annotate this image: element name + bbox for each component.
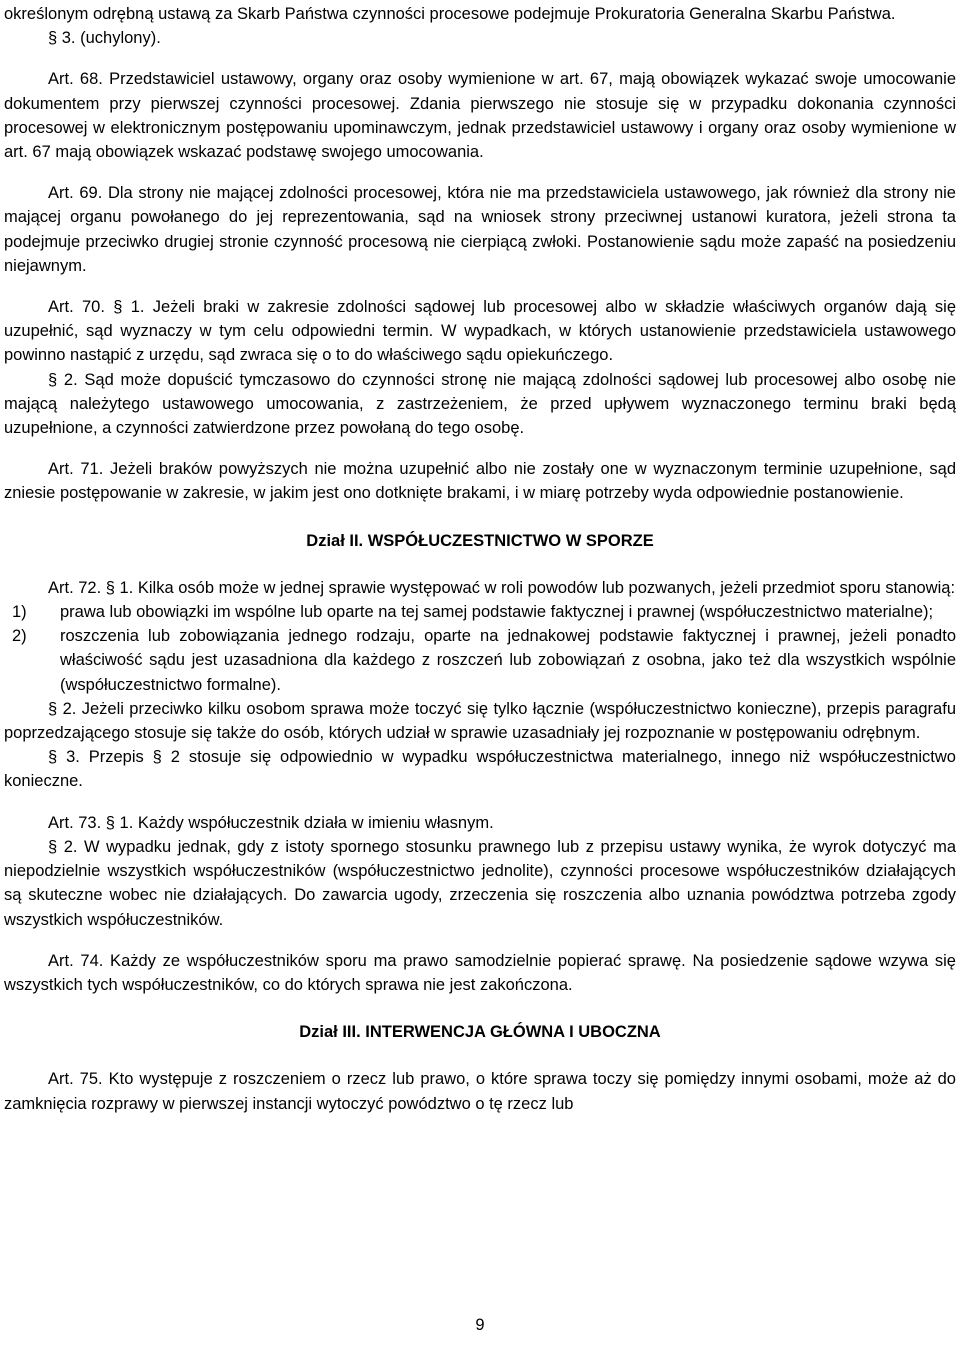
list-text: roszczenia lub zobowiązania jednego rodzaju, oparte na jednakowej podstawie faktycznej i prawnej, jeżeli ponadto właściwość sądu jest uzasadniona dla każdego z roszczeń lub zobowiązań z osobna, jako też dla wszystkich wspólnie (współuczestnictwo formalne). (60, 627, 956, 694)
paragraph: określonym odrębną ustawą za Skarb Państwa czynności procesowe podejmuje Prokuratoria Generalna Skarbu Państwa. (4, 5, 896, 23)
list-number: 2) (12, 627, 27, 646)
paragraph: § 3. (uchylony). (48, 29, 161, 48)
paragraph: § 2. Sąd może dopuścić tymczasowo do czynności stronę nie mającą zdolności sądowej lub procesowej albo osobę nie mającą należytego ustawowego umocowania, z zastrzeżeniem, że przed upływem wyznaczonego terminu braki będą uzupełnione, a czynności zatwierdzone przez powołaną do tego osobę. (4, 370, 956, 438)
list-item (12, 624, 956, 697)
article-75: Art. 75. Kto występuje z roszczeniem o rzecz lub prawo, o które sprawa toczy się pomiędzy innymi osobami, może aż do zamknięcia rozprawy w pierwszej instancji wytoczyć powództwo o tę rzecz lub (4, 1070, 956, 1113)
list-item (12, 600, 956, 624)
article-69: Art. 69. Dla strony nie mającej zdolności procesowej, która nie ma przedstawiciela ustawowego, jak również dla strony nie mającej organu powołanego do jej reprezentowania, sąd na wniosek strony przeciwnej ustanowi kuratora, jeżeli strona ta podejmuje przeciwko drugiej stronie czynność procesową nie cierpiącą zwłoki. Postanowienie sądu może zapaść na posiedzeniu niejawnym. (4, 184, 956, 275)
paragraph: § 3. Przepis § 2 stosuje się odpowiednio w wypadku współuczestnictwa materialnego, innego niż współuczestnictwo konieczne. (4, 748, 956, 791)
article-68: Art. 68. Przedstawiciel ustawowy, organy oraz osoby wymienione w art. 67, mają obowiązek wykazać swoje umocowanie dokumentem przy pierwszej czynności procesowej. Zdania pierwszego nie stosuje się w przypadku dokonania czynności procesowej w elektronicznym postępowaniu upominawczym, jednak przedstawiciel ustawowy i organy oraz osoby wymienione w art. 67 mają obowiązek wskazać podstawę swojego umocowania. (4, 70, 956, 162)
section-heading: Dział II. WSPÓŁUCZESTNICTWO W SPORZE (306, 531, 654, 550)
article-70: Art. 70. § 1. Jeżeli braki w zakresie zdolności sądowej lub procesowej albo w składzie właściwych organów dają się uzupełnić, sąd wyznaczy w tym celu odpowiedni termin. W wypadkach, w których ustanowienie przedstawiciela ustawowego powinno nastąpić z urzędu, sąd zwraca się o to do właściwego sądu opiekuńczego. (4, 298, 956, 365)
document-page (4, 2, 956, 1116)
article-73: Art. 73. § 1. Każdy współuczestnik działa w imieniu własnym. (48, 813, 494, 832)
section-heading: Dział III. INTERWENCJA GŁÓWNA I UBOCZNA (299, 1023, 661, 1042)
article-74: Art. 74. Każdy ze współuczestników sporu ma prawo samodzielnie popierać sprawę. Na posiedzenie sądowe wzywa się wszystkich tych współuczestników, co do których sprawa nie jest zakończona. (4, 951, 956, 994)
article-71: Art. 71. Jeżeli braków powyższych nie można uzupełnić albo nie zostały one w wyznaczonym terminie uzupełnione, sąd zniesie postępowanie w zakresie, w jakim jest ono dotknięte brakami, i w miarę potrzeby wyda odpowiednie postanowienie. (4, 460, 956, 503)
paragraph: § 2. W wypadku jednak, gdy z istoty spornego stosunku prawnego lub z przepisu ustawy wynika, że wyrok dotyczyć ma niepodzielnie wszystkich współuczestników (współuczestnictwo jednolite), czynności procesowe współuczestników działających są skuteczne wobec nie działających. Do zawarcia ugody, zrzeczenia się roszczenia albo uznania powództwa potrzeba zgody wszystkich współuczestników. (4, 837, 956, 929)
page-number: 9 (475, 1316, 485, 1334)
list-number: 1) (12, 603, 27, 622)
paragraph: § 2. Jeżeli przeciwko kilku osobom sprawa może toczyć się tylko łącznie (współuczestnictwo konieczne), przepis paragrafu poprzedzającego stosuje się także do osób, których udział w sprawie uzasadniały jej rozpoznanie w postępowaniu odrębnym. (4, 699, 956, 743)
article-72: Art. 72. § 1. Kilka osób może w jednej sprawie występować w roli powodów lub pozwanych, jeżeli przedmiot sporu stanowią: (48, 578, 956, 597)
list-text: prawa lub obowiązki im wspólne lub oparte na tej samej podstawie faktycznej i prawnej (współuczestnictwo materialne); (60, 603, 934, 622)
